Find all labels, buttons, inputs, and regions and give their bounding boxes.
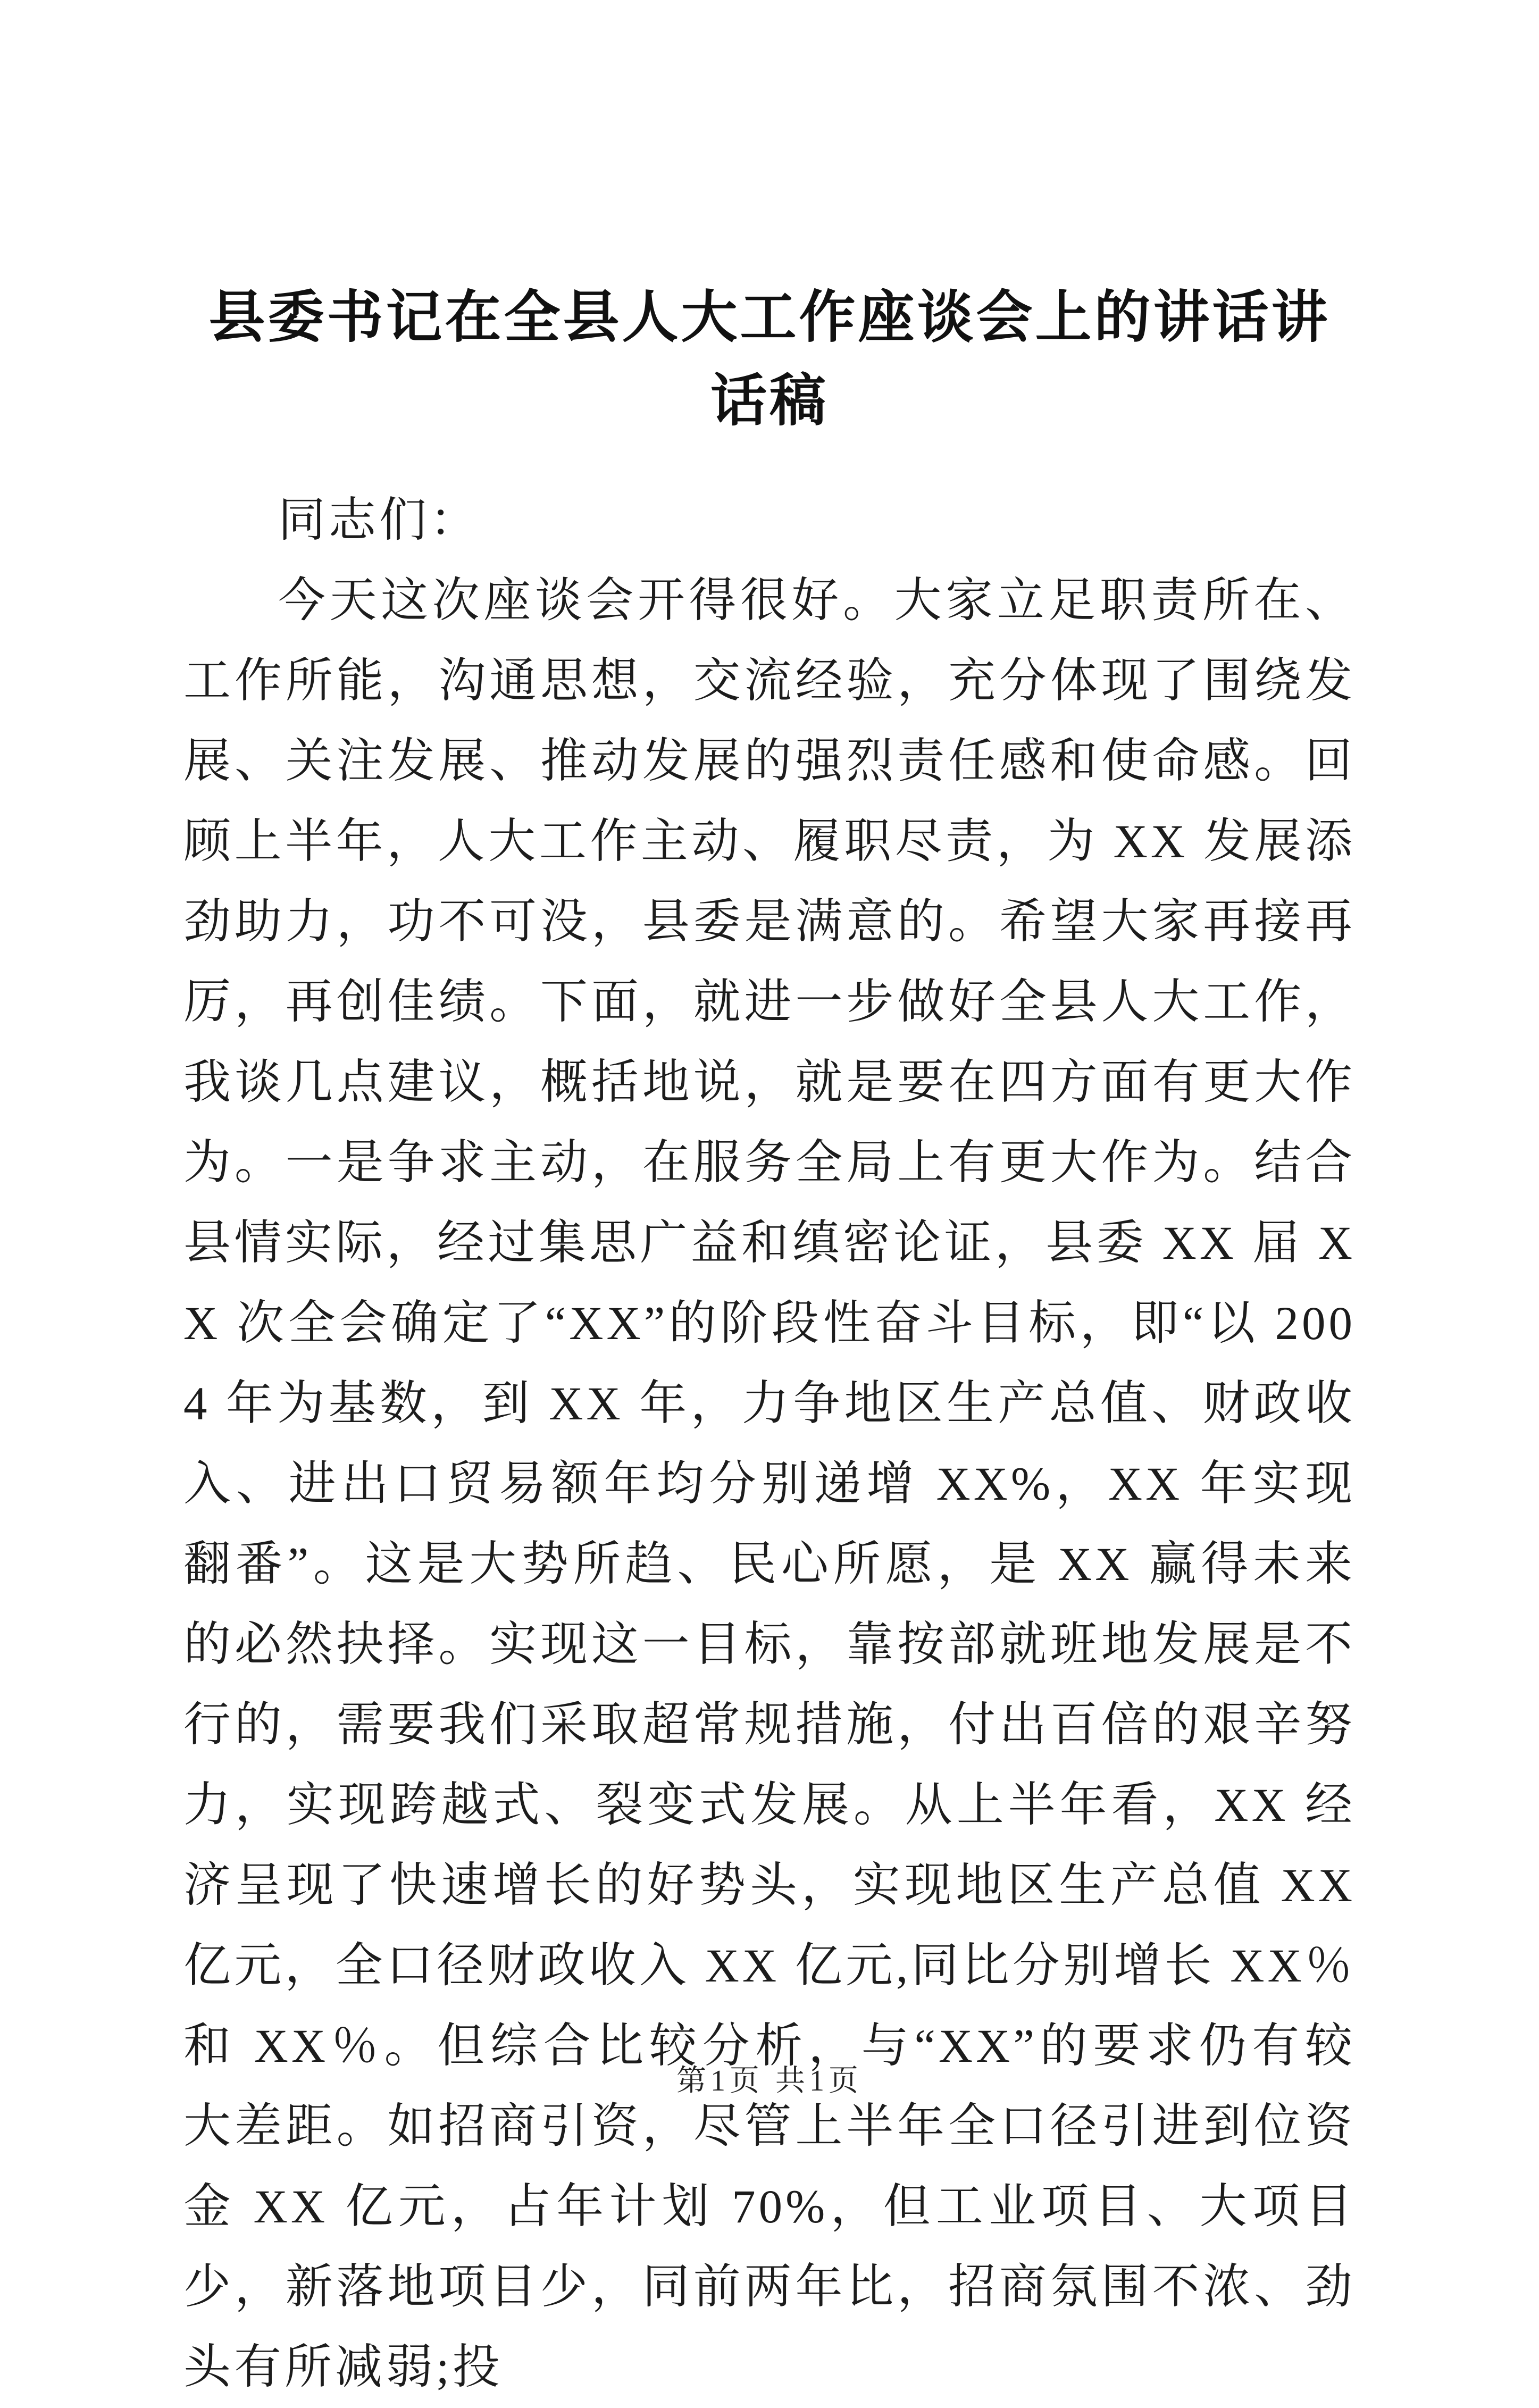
salutation-line: 同志们： bbox=[278, 494, 480, 547]
page-number-label: 第1页 共1页 bbox=[676, 2064, 863, 2097]
document-body bbox=[183, 481, 1356, 2408]
body-paragraph: 今天这次座谈会开得很好。大家立足职责所在、工作所能，沟通思想，交流经验，充分体现了围绕发展、关注发展、推动发展的强烈责任感和使命感。回顾上半年，人大工作主动、履职尽责，为 XX 发展添劲助力，功不可没，县委是满意的。希望大家再接再厉，再创佳绩。下面，就进一步做好全县人大工作，我谈几点建议，概括地说，就是要在四方面有更大作为。一是争求主动，在服务全局上有更大作为。结合县情实际，经过集思广益和缜密论证，县委 XX 届 XX 次全会确定了“XX”的阶段性奋斗目标，即“以 2004 年为基数，到 XX 年，力争地区生产总值、财政收入、进出口贸易额年均分别递增 XX%，XX 年实现翻番”。这是大势所趋、民心所愿，是 XX 赢得未来的必然抉择。实现这一目标，靠按部就班地发展是不行的，需要我们采取超常规措施，付出百倍的艰辛努力，实现跨越式、裂变式发展。从上半年看，XX 经济呈现了快速增长的好势头，实现地区生产总值 XX 亿元，全口径财政收入 XX 亿元,同比分别增长 XX％和 XX％。但综合比较分析，与“XX”的要求仍有较大差距。如招商引资，尽管上半年全口径引进到位资金 XX 亿元，占年计划 70%，但工业项目、大项目少，新落地项目少，同前两年比，招商氛围不浓、劲头有所减弱;投 bbox=[183, 574, 1356, 2394]
document-title: 县委书记在全县人大工作座谈会上的讲话讲话稿 bbox=[208, 287, 1331, 432]
page-footer bbox=[0, 2057, 1539, 2100]
